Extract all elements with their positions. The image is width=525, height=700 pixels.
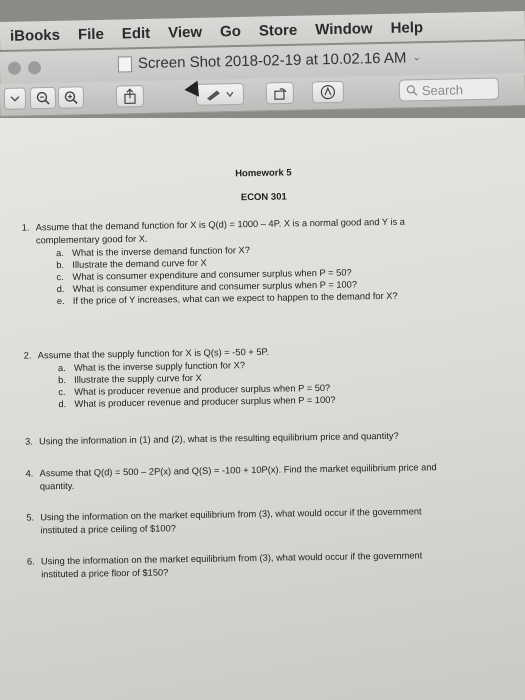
document-page — [0, 118, 525, 700]
menu-help[interactable]: Help — [390, 18, 424, 37]
menu-ibooks[interactable]: iBooks — [9, 26, 61, 45]
question-number: 1. — [21, 222, 30, 233]
pen-button[interactable] — [196, 83, 244, 106]
question-part: b. Illustrate the supply curve for X — [58, 372, 202, 386]
question-2 — [23, 342, 514, 410]
menu-go[interactable]: Go — [219, 22, 242, 40]
rotate-button[interactable] — [266, 82, 294, 105]
question-1 — [21, 214, 512, 307]
zoom-in-button[interactable] — [58, 86, 84, 109]
question-part: a. What is the inverse supply function for X? — [57, 360, 246, 374]
question-number: 2. — [23, 350, 32, 361]
magnifier-minus-icon — [35, 90, 51, 106]
question-part: e. If the price of Y increases, what can we expect to happen to the demand for X? — [56, 290, 398, 307]
question-text: Using the information in (1) and (2), what is the resulting equilibrium price and quantity? — [39, 430, 399, 447]
menu-edit[interactable]: Edit — [121, 24, 151, 42]
menu-view[interactable]: View — [167, 23, 203, 41]
question-part: a. What is the inverse demand function for X? — [56, 245, 250, 259]
sidebar-toggle-button[interactable] — [4, 87, 26, 109]
chevron-down-icon[interactable]: ⌄ — [412, 52, 421, 64]
question-text: Using the information on the market equilibrium from (3), what would occur if the government — [40, 550, 423, 567]
question-number: 6. — [26, 556, 35, 567]
menu-file[interactable]: File — [77, 25, 105, 43]
document-content — [0, 110, 525, 700]
question-3 — [25, 428, 515, 447]
share-icon — [123, 88, 137, 104]
question-text: instituted a price floor of $150? — [41, 566, 169, 579]
question-text: Using the information on the market equilibrium from (3), what would occur if the government — [40, 506, 422, 523]
chevron-icon — [9, 94, 21, 104]
zoom-out-button[interactable] — [30, 87, 56, 110]
menu-store[interactable]: Store — [258, 21, 298, 40]
window-title[interactable] — [118, 49, 421, 72]
question-text: Assume that the demand function for X is Q(d) = 1000 – 4P. X is a normal good and Y is a — [35, 216, 406, 233]
question-text: complementary good for X. — [35, 233, 148, 245]
question-text: Assume that Q(d) = 500 – 2P(x) and Q(S) = -100 + 10P(x). Find the market equilibrium price and — [39, 462, 437, 479]
question-text: Assume that the supply function for X is Q(s) = -50 + 5P. — [37, 346, 270, 361]
question-text: quantity. — [39, 480, 75, 491]
search-field[interactable] — [399, 78, 499, 102]
rotate-icon — [272, 86, 288, 100]
document-title: Homework 5 — [235, 167, 292, 180]
search-placeholder: Search — [421, 81, 464, 98]
share-button[interactable] — [116, 85, 144, 108]
document-course: ECON 301 — [240, 191, 287, 204]
question-part: b. Illustrate the demand curve for X — [56, 257, 207, 271]
question-number: 3. — [25, 436, 33, 447]
search-icon — [406, 84, 418, 96]
markup-icon — [320, 84, 336, 100]
question-part: d. What is consumer expenditure and consumer surplus when P = 100? — [56, 279, 358, 295]
question-part: c. What is consumer expenditure and consumer surplus when P = 50? — [56, 267, 352, 283]
question-number: 4. — [25, 468, 34, 479]
document-icon — [118, 56, 132, 72]
pen-icon — [205, 87, 235, 102]
question-part: d. What is producer revenue and producer surplus when P = 100? — [58, 394, 336, 410]
markup-button[interactable] — [312, 81, 344, 104]
question-4 — [25, 460, 515, 491]
close-window-button[interactable] — [8, 62, 21, 75]
question-text: instituted a price ceiling of $100? — [40, 522, 176, 535]
question-number: 5. — [26, 512, 35, 523]
question-part: c. What is producer revenue and producer surplus when P = 50? — [58, 382, 331, 398]
window-title-text: Screen Shot 2018-02-19 at 10.02.16 AM — [137, 49, 407, 73]
question-5 — [26, 504, 516, 535]
menu-window[interactable]: Window — [315, 19, 373, 38]
question-6 — [26, 548, 517, 579]
magnifier-plus-icon — [63, 89, 79, 105]
minimize-window-button[interactable] — [28, 61, 41, 74]
